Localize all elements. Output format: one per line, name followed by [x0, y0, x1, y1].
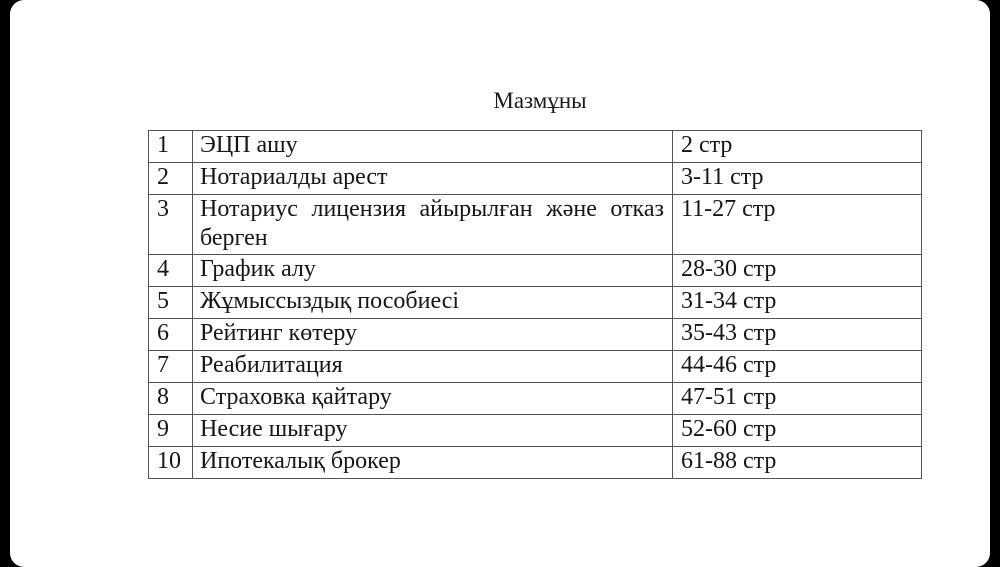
document-page	[10, 0, 990, 567]
table-row	[149, 163, 922, 195]
row-number: 1	[149, 131, 193, 163]
row-number: 9	[149, 415, 193, 447]
row-pages: 52-60 стр	[673, 415, 922, 447]
row-topic: Нотариалды арест	[193, 163, 673, 195]
table-row	[149, 255, 922, 287]
row-pages: 11-27 стр	[673, 195, 922, 255]
table-row	[149, 287, 922, 319]
table-row	[149, 131, 922, 163]
row-pages: 61-88 стр	[673, 447, 922, 479]
row-pages: 3-11 стр	[673, 163, 922, 195]
table-row	[149, 195, 922, 255]
table-row	[149, 447, 922, 479]
row-number: 3	[149, 195, 193, 255]
row-topic: Ипотекалық брокер	[193, 447, 673, 479]
row-number: 5	[149, 287, 193, 319]
row-pages: 44-46 стр	[673, 351, 922, 383]
row-topic: Рейтинг көтеру	[193, 319, 673, 351]
row-pages: 35-43 стр	[673, 319, 922, 351]
row-number: 4	[149, 255, 193, 287]
row-topic: ЭЦП ашу	[193, 131, 673, 163]
row-pages: 28-30 стр	[673, 255, 922, 287]
row-topic: Жұмыссыздық пособиесі	[193, 287, 673, 319]
row-pages: 31-34 стр	[673, 287, 922, 319]
table-row	[149, 415, 922, 447]
row-topic: График алу	[193, 255, 673, 287]
page-title: Мазмұны	[493, 88, 587, 113]
row-number: 7	[149, 351, 193, 383]
row-topic: Несие шығару	[193, 415, 673, 447]
row-pages: 2 стр	[673, 131, 922, 163]
table-row	[149, 319, 922, 351]
row-topic: Реабилитация	[193, 351, 673, 383]
row-topic: Нотариус лицензия айырылған және отказ берген	[193, 195, 673, 255]
row-number: 2	[149, 163, 193, 195]
row-number: 6	[149, 319, 193, 351]
table-row	[149, 351, 922, 383]
row-pages: 47-51 стр	[673, 383, 922, 415]
contents-table	[148, 130, 922, 479]
table-row	[149, 383, 922, 415]
row-number: 8	[149, 383, 193, 415]
row-number: 10	[149, 447, 193, 479]
row-topic: Страховка қайтару	[193, 383, 673, 415]
